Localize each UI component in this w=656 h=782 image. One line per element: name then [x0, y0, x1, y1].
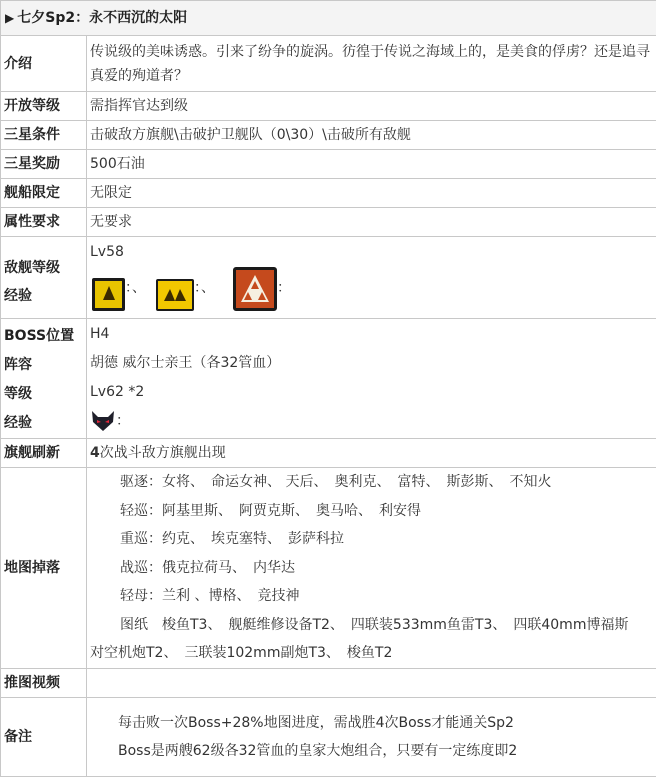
drops-row: [1, 468, 656, 669]
drop-line-battlecruisers: 战巡：俄克拉荷马、 内华达: [120, 559, 295, 576]
boss-value-cell: [87, 319, 656, 439]
notes-value-cell: [87, 697, 656, 776]
boss-row: [1, 319, 656, 439]
video-key: 推图视频: [1, 668, 87, 697]
boss-exp-key: 经验: [4, 415, 32, 431]
flagship-value: 次战斗敌方旗舰出现: [99, 445, 226, 461]
star-reward-key: 三星奖励: [1, 150, 87, 179]
drop-line-heavy-cruisers: 重巡：约克、 埃克塞特、 彭萨科拉: [120, 531, 344, 547]
notes-key: 备注: [1, 697, 87, 776]
drop-line-blueprints-cont: 对空机炮T2、 三联装102mm副炮T3、 梭鱼T2: [90, 645, 393, 661]
boss-position-value: H4: [90, 326, 110, 342]
drops-value-cell: [87, 468, 656, 669]
enemy-row: [1, 237, 656, 319]
notes-row: [1, 697, 656, 776]
flagship-count: 4: [90, 445, 100, 461]
drop-line-light-carriers: 轻母：兰利 、博格、 竞技神: [120, 588, 300, 604]
boss-exp-suffix: ：: [116, 413, 130, 429]
small-fleet-icon: [92, 278, 125, 311]
triangle-arrow-icon: ▶: [5, 11, 15, 25]
flagship-value-cell: [87, 439, 656, 468]
notes-line-2: Boss是两艘62级各32管血的皇家大炮组合，只要有一定练度即2: [118, 742, 518, 759]
drops-key: 地图掉落: [1, 468, 87, 669]
enemy-level-key: 敌舰等级: [4, 259, 60, 276]
intro-row: [1, 36, 656, 92]
enemy-exp-line: [90, 265, 654, 311]
enemy-key-cell: [1, 237, 87, 319]
drop-line-blueprints: 图纸 梭鱼T3、 舰艇维修设备T2、 四联装533mm鱼雷T3、 四联40mm博福斯: [120, 616, 629, 633]
video-value: [87, 668, 656, 697]
boss-key-cell: [1, 319, 87, 439]
unlock-value: 需指挥官达到级: [87, 92, 656, 121]
star-reward-value: 500石油: [87, 150, 656, 179]
attr-req-value: 无要求: [87, 208, 656, 237]
boss-level-value: Lv62 *2: [90, 384, 145, 400]
unlock-row: [1, 92, 656, 121]
ship-limit-row: [1, 179, 656, 208]
unlock-key: 开放等级: [1, 92, 87, 121]
exp-sep-3: ：: [277, 280, 291, 296]
drop-line-destroyers: 驱逐：女将、 命运女神、 天后、 奥利克、 富特、 斯彭斯、 不知火: [120, 474, 552, 490]
video-row: [1, 668, 656, 697]
boss-position-key: BOSS位置: [4, 328, 75, 344]
attr-req-key: 属性要求: [1, 208, 87, 237]
stage-title: 七夕Sp2：永不西沉的太阳: [17, 10, 188, 26]
flagship-row: [1, 439, 656, 468]
intro-value: 传说级的美味诱惑。引来了纷争的旋涡。彷徨于传说之海域上的，是美食的俘虏？还是追寻真爱的殉道者？: [87, 36, 656, 92]
enemy-level-value: Lv58: [90, 244, 124, 260]
star-cond-value: 击破敌方旗舰\击破护卫舰队（0\30）\击破所有敌舰: [87, 121, 656, 150]
boss-demon-icon: [90, 410, 116, 432]
ship-limit-value: 无限定: [87, 179, 656, 208]
drop-line-light-cruisers: 轻巡：阿基里斯、 阿贾克斯、 奥马哈、 利安得: [120, 502, 421, 519]
boss-lineup-key: 阵容: [4, 357, 32, 373]
boss-level-key: 等级: [4, 386, 32, 402]
exp-sep-1: ：、: [125, 280, 146, 296]
boss-lineup-value: 胡德 威尔士亲王（各32管血）: [90, 355, 281, 371]
boss-exp-line: [90, 407, 654, 436]
medium-fleet-icon: [156, 279, 194, 311]
flagship-key: 旗舰刷新: [1, 439, 87, 468]
title-row: [1, 1, 656, 36]
enemy-exp-key: 经验: [4, 287, 32, 304]
attr-req-row: [1, 208, 656, 237]
star-cond-key: 三星条件: [1, 121, 87, 150]
large-fleet-icon: [233, 267, 277, 311]
star-cond-row: [1, 121, 656, 150]
exp-sep-2: ：、: [194, 280, 215, 296]
star-reward-row: [1, 150, 656, 179]
ship-limit-key: 舰船限定: [1, 179, 87, 208]
intro-key: 介绍: [1, 36, 87, 92]
enemy-value-cell: [87, 237, 656, 319]
title-cell: [1, 1, 656, 36]
notes-line-1: 每击败一次Boss+28%地图进度，需战胜4次Boss才能通关Sp2: [118, 714, 514, 731]
